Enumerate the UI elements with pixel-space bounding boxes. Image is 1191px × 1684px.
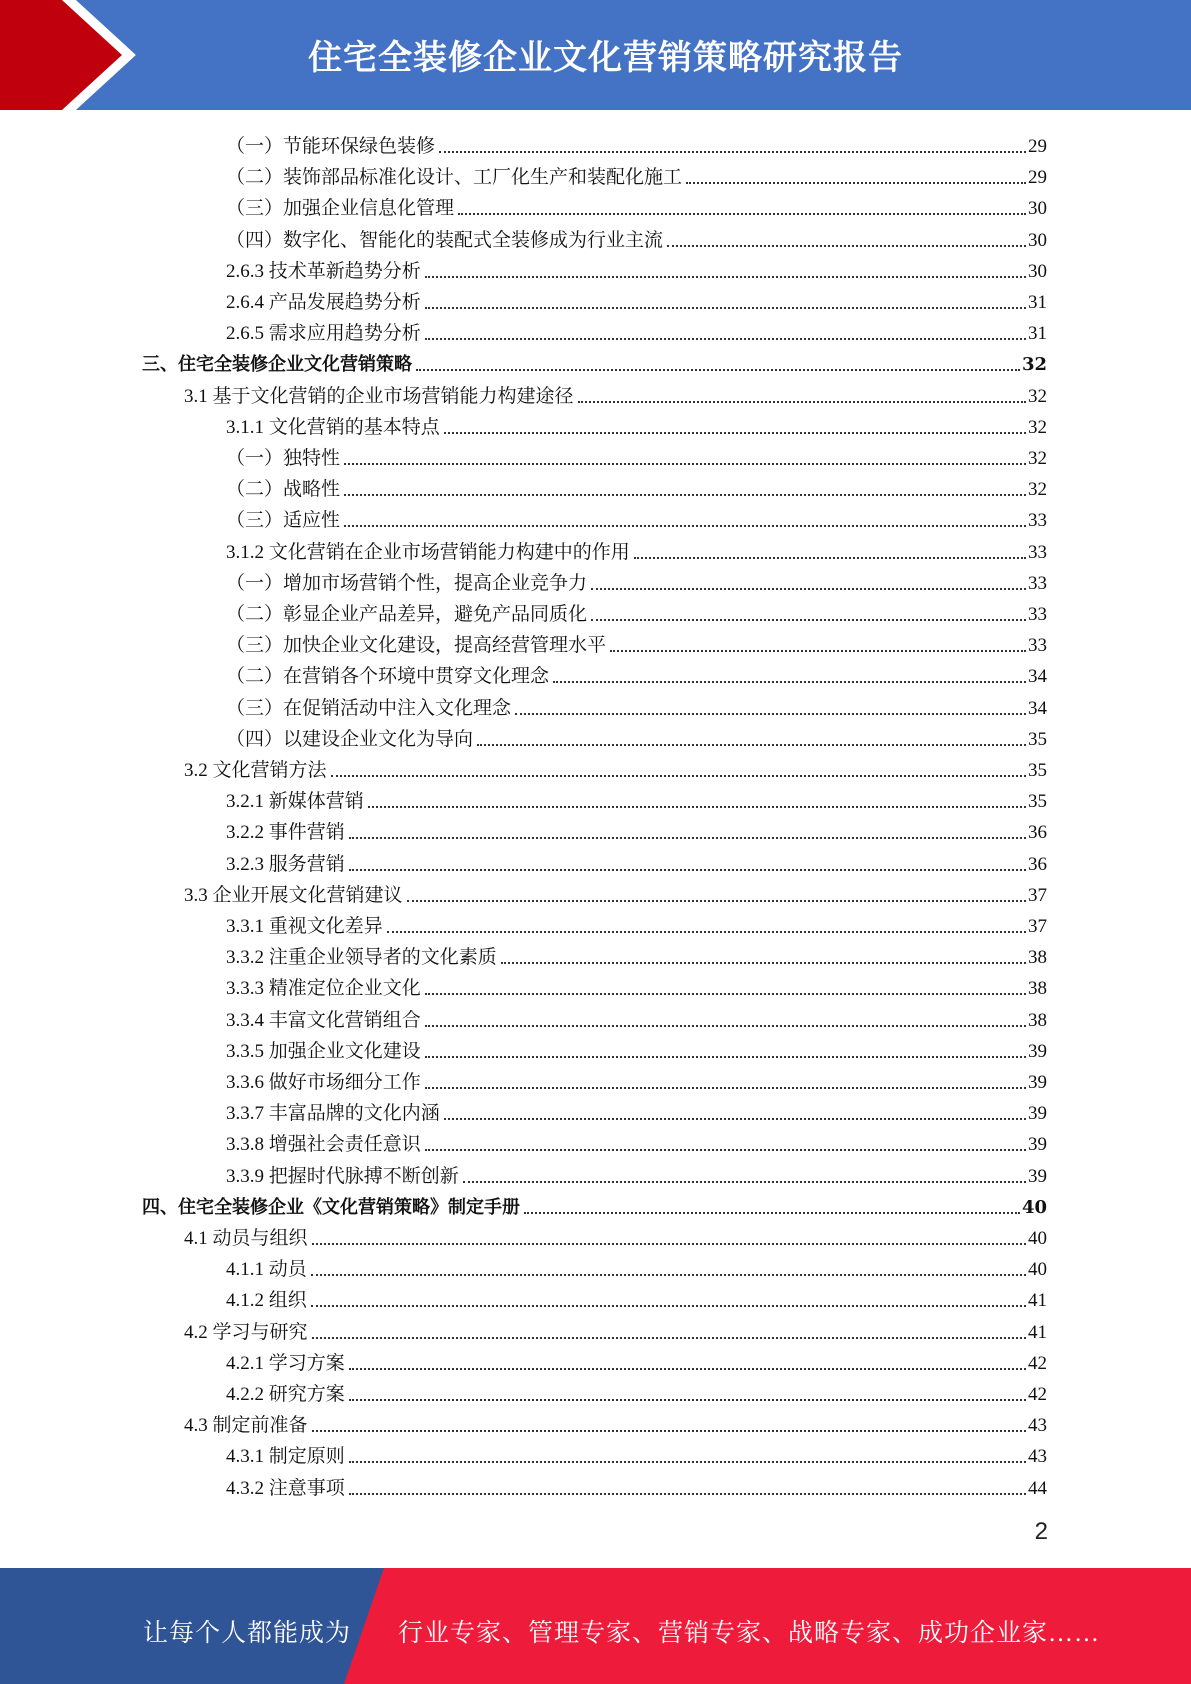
toc-entry-title: 3.2 文化营销方法 [184,760,327,781]
toc-entry-title: 三、住宅全装修企业文化营销策略 [142,354,412,376]
toc-dot-leader [524,1212,1020,1214]
toc-entry-title: （三）在促销活动中注入文化理念 [226,697,512,719]
toc-entry[interactable] [184,752,1047,783]
toc-dot-leader [349,1368,1026,1370]
toc-entry-page: 35 [1028,760,1047,781]
toc-entry-title: （四）以建设企业文化为导向 [226,728,474,750]
toc-entry[interactable] [184,1407,1047,1438]
toc-dot-leader [349,1493,1026,1495]
toc-entry-page: 32 [1021,354,1047,376]
toc-entry-page: 32 [1028,479,1047,501]
toc-dot-leader [553,681,1026,683]
toc-entry-page: 29 [1028,136,1047,157]
toc-dot-leader [439,151,1026,153]
toc-entry-title: 4.1.1 动员 [226,1259,307,1281]
toc-entry-page: 39 [1028,1103,1047,1125]
toc-entry-title: 4.2.2 研究方案 [226,1384,345,1405]
toc-entry-title: 3.3.8 增强社会责任意识 [226,1134,421,1156]
toc-entry[interactable] [226,222,1047,253]
toc-dot-leader [425,1149,1026,1151]
toc-entry-page: 32 [1028,448,1047,469]
toc-entry-page: 34 [1028,666,1047,688]
toc-entry[interactable] [226,565,1047,596]
toc-entry-title: 3.3.2 注重企业领导者的文化素质 [226,947,497,969]
toc-entry-page: 33 [1028,635,1047,657]
toc-entry-title: （二）在营销各个环境中贯穿文化理念 [226,666,550,688]
toc-dot-leader [425,338,1026,340]
toc-dot-leader [591,588,1026,590]
toc-entry[interactable] [226,596,1047,627]
toc-dot-leader [634,557,1026,559]
toc-entry[interactable] [226,1033,1047,1064]
toc-entry-page: 31 [1028,323,1047,345]
toc-dot-leader [444,432,1026,434]
toc-dot-leader [331,775,1026,777]
page-number: 2 [1034,1518,1048,1545]
toc-entry-page: 40 [1028,1228,1047,1249]
toc-dot-leader [349,1399,1026,1401]
toc-entry-title: 4.2 学习与研究 [184,1321,308,1343]
toc-entry[interactable] [226,1470,1047,1501]
toc-dot-leader [312,1243,1026,1245]
toc-dot-leader [578,401,1026,403]
toc-dot-leader [591,619,1026,621]
toc-dot-leader [312,1337,1026,1339]
toc-entry-page: 40 [1021,1196,1047,1218]
toc-entry-title: 4.3 制定前准备 [184,1415,308,1437]
toc-entry[interactable] [226,1251,1047,1282]
toc-entry-page: 36 [1028,853,1047,875]
toc-entry-title: 3.1.1 文化营销的基本特点 [226,416,440,438]
toc-entry[interactable] [226,253,1047,284]
toc-entry-title: 4.1.2 组织 [226,1290,307,1312]
toc-entry[interactable] [226,721,1047,752]
toc-entry-title: 3.2.2 事件营销 [226,822,345,844]
toc-entry-title: 3.3.3 精准定位企业文化 [226,978,421,1000]
toc-entry-page: 42 [1028,1384,1047,1405]
toc-entry[interactable] [184,1220,1047,1251]
toc-entry[interactable] [226,440,1047,471]
toc-entry-page: 32 [1028,385,1047,407]
toc-entry-page: 33 [1028,572,1047,594]
toc-entry[interactable] [184,877,1047,908]
toc-entry-title: （三）适应性 [226,510,341,532]
toc-entry-title: （二）战略性 [226,479,341,501]
toc-entry-title: 2.6.3 技术革新趋势分析 [226,260,421,282]
toc-entry[interactable] [226,814,1047,845]
toc-entry-page: 29 [1028,167,1047,189]
toc-dot-leader [501,962,1026,964]
toc-entry[interactable] [226,1376,1047,1407]
toc-dot-leader [349,869,1026,871]
toc-entry-page: 30 [1028,229,1047,251]
toc-dot-leader [515,713,1026,715]
toc-entry[interactable] [226,1158,1047,1189]
toc-dot-leader [311,1274,1026,1276]
toc-dot-leader [463,1181,1026,1183]
toc-entry-title: （一）增加市场营销个性，提高企业竞争力 [226,572,588,594]
toc-entry[interactable] [226,627,1047,658]
toc-entry[interactable] [226,1282,1047,1313]
toc-entry[interactable] [226,846,1047,877]
toc-entry[interactable] [226,502,1047,533]
toc-entry[interactable] [226,315,1047,346]
toc-entry[interactable] [226,690,1047,721]
toc-entry-title: （一）独特性 [226,448,341,469]
toc-entry[interactable] [226,534,1047,565]
toc-dot-leader [425,1056,1026,1058]
toc-entry-title: 3.1.2 文化营销在企业市场营销能力构建中的作用 [226,541,630,563]
toc-entry-page: 38 [1028,978,1047,1000]
toc-entry-page: 42 [1028,1352,1047,1374]
toc-entry-page: 30 [1028,198,1047,220]
toc-entry-title: （四）数字化、智能化的装配式全装修成为行业主流 [226,229,664,251]
toc-dot-leader [425,276,1026,278]
toc-dot-leader [667,245,1026,247]
toc-dot-leader [686,182,1026,184]
toc-entry[interactable] [226,1064,1047,1095]
toc-dot-leader [425,307,1026,309]
toc-entry[interactable] [226,658,1047,689]
toc-dot-leader [344,525,1026,527]
toc-dot-leader [349,1461,1026,1463]
toc-dot-leader [387,931,1026,933]
toc-entry-title: 4.3.1 制定原则 [226,1446,345,1468]
toc-dot-leader [610,650,1026,652]
toc-entry[interactable] [226,128,1047,159]
toc-dot-leader [444,1118,1026,1120]
toc-entry-page: 37 [1028,884,1047,906]
toc-entry[interactable] [226,471,1047,502]
footer-slogan-right: 行业专家、管理专家、营销专家、战略专家、成功企业家…… [398,1620,1101,1647]
toc-entry-title: 3.2.3 服务营销 [226,853,345,875]
toc-entry-title: （一）节能环保绿色装修 [226,136,436,157]
footer-slogan-left: 让每个人都能成为 [143,1620,352,1647]
toc-entry[interactable] [226,970,1047,1001]
toc-entry-title: 3.3.6 做好市场细分工作 [226,1072,421,1093]
toc-entry-page: 39 [1028,1040,1047,1062]
toc-entry-title: 3.3.9 把握时代脉搏不断创新 [226,1165,459,1187]
toc-entry-page: 32 [1028,416,1047,438]
toc-entry[interactable] [226,284,1047,315]
toc-entry-title: 2.6.4 产品发展趋势分析 [226,292,421,313]
toc-entry[interactable] [226,409,1047,440]
toc-entry-page: 33 [1028,604,1047,625]
toc-entry-page: 39 [1028,1134,1047,1156]
toc-entry-page: 39 [1028,1165,1047,1187]
toc-dot-leader [311,1305,1026,1307]
toc-entry-page: 38 [1028,1009,1047,1031]
toc-entry-page: 31 [1028,292,1047,313]
toc-entry-page: 35 [1028,728,1047,750]
page-footer [0,1568,1191,1684]
toc-entry-page: 44 [1028,1477,1047,1499]
toc-entry[interactable] [226,783,1047,814]
toc-entry-title: 3.3.1 重视文化差异 [226,916,383,937]
toc-entry-title: 3.3.5 加强企业文化建设 [226,1040,421,1062]
toc-entry-page: 43 [1028,1415,1047,1437]
toc-entry-page: 33 [1028,510,1047,532]
toc-entry-page: 39 [1028,1072,1047,1093]
toc-entry[interactable] [226,159,1047,190]
toc-entry[interactable] [184,378,1047,409]
toc-entry-title: 4.1 动员与组织 [184,1228,308,1249]
toc-entry-page: 35 [1028,791,1047,813]
toc-entry-title: 3.3.4 丰富文化营销组合 [226,1009,421,1031]
toc-dot-leader [344,463,1026,465]
toc-entry-title: 3.3.7 丰富品牌的文化内涵 [226,1103,440,1125]
toc-entry-page: 43 [1028,1446,1047,1468]
toc-entry-page: 37 [1028,916,1047,937]
toc-entry[interactable] [226,908,1047,939]
toc-entry[interactable] [142,1189,1047,1220]
toc-entry-title: 3.2.1 新媒体营销 [226,791,364,813]
toc-entry[interactable] [226,190,1047,221]
toc-dot-leader [368,806,1026,808]
toc-entry-title: （三）加快企业文化建设，提高经营管理水平 [226,635,607,657]
toc-dot-leader [344,494,1026,496]
toc-entry-title: 4.3.2 注意事项 [226,1477,345,1499]
toc-entry-page: 41 [1028,1290,1047,1312]
toc-entry-page: 34 [1028,697,1047,719]
toc-entry-page: 33 [1028,541,1047,563]
toc-dot-leader [312,1430,1026,1432]
toc-entry[interactable] [226,1126,1047,1157]
toc-entry-page: 30 [1028,260,1047,282]
toc-entry-title: 3.1 基于文化营销的企业市场营销能力构建途径 [184,385,574,407]
toc-dot-leader [349,837,1026,839]
toc-entry-title: （三）加强企业信息化管理 [226,198,455,220]
toc-entry[interactable] [226,1438,1047,1469]
toc-entry-page: 36 [1028,822,1047,844]
toc-entry-page: 38 [1028,947,1047,969]
document-title: 住宅全装修企业文化营销策略研究报告 [308,38,903,78]
toc-entry[interactable] [226,1345,1047,1376]
toc-dot-leader [416,369,1020,371]
toc-entry[interactable] [226,1002,1047,1033]
toc-entry-page: 40 [1028,1259,1047,1281]
toc-entry[interactable] [184,1314,1047,1345]
toc-entry-title: （二）装饰部品标准化设计、工厂化生产和装配化施工 [226,167,683,189]
toc-entry[interactable] [226,939,1047,970]
toc-dot-leader [458,213,1026,215]
toc-entry[interactable] [226,1095,1047,1126]
toc-entry-title: 四、住宅全装修企业《文化营销策略》制定手册 [142,1196,520,1218]
toc-entry-title: 4.2.1 学习方案 [226,1352,345,1374]
toc-entry[interactable] [142,346,1047,377]
page-header [0,0,1191,110]
toc-dot-leader [407,900,1026,902]
toc-dot-leader [425,1087,1026,1089]
toc-entry-title: （二）彰显企业产品差异，避免产品同质化 [226,604,588,625]
toc-entry-title: 3.3 企业开展文化营销建议 [184,884,403,906]
toc-dot-leader [425,993,1026,995]
toc-entry-page: 41 [1028,1321,1047,1343]
toc-dot-leader [477,744,1026,746]
toc-dot-leader [425,1025,1026,1027]
toc-entry-title: 2.6.5 需求应用趋势分析 [226,323,421,345]
